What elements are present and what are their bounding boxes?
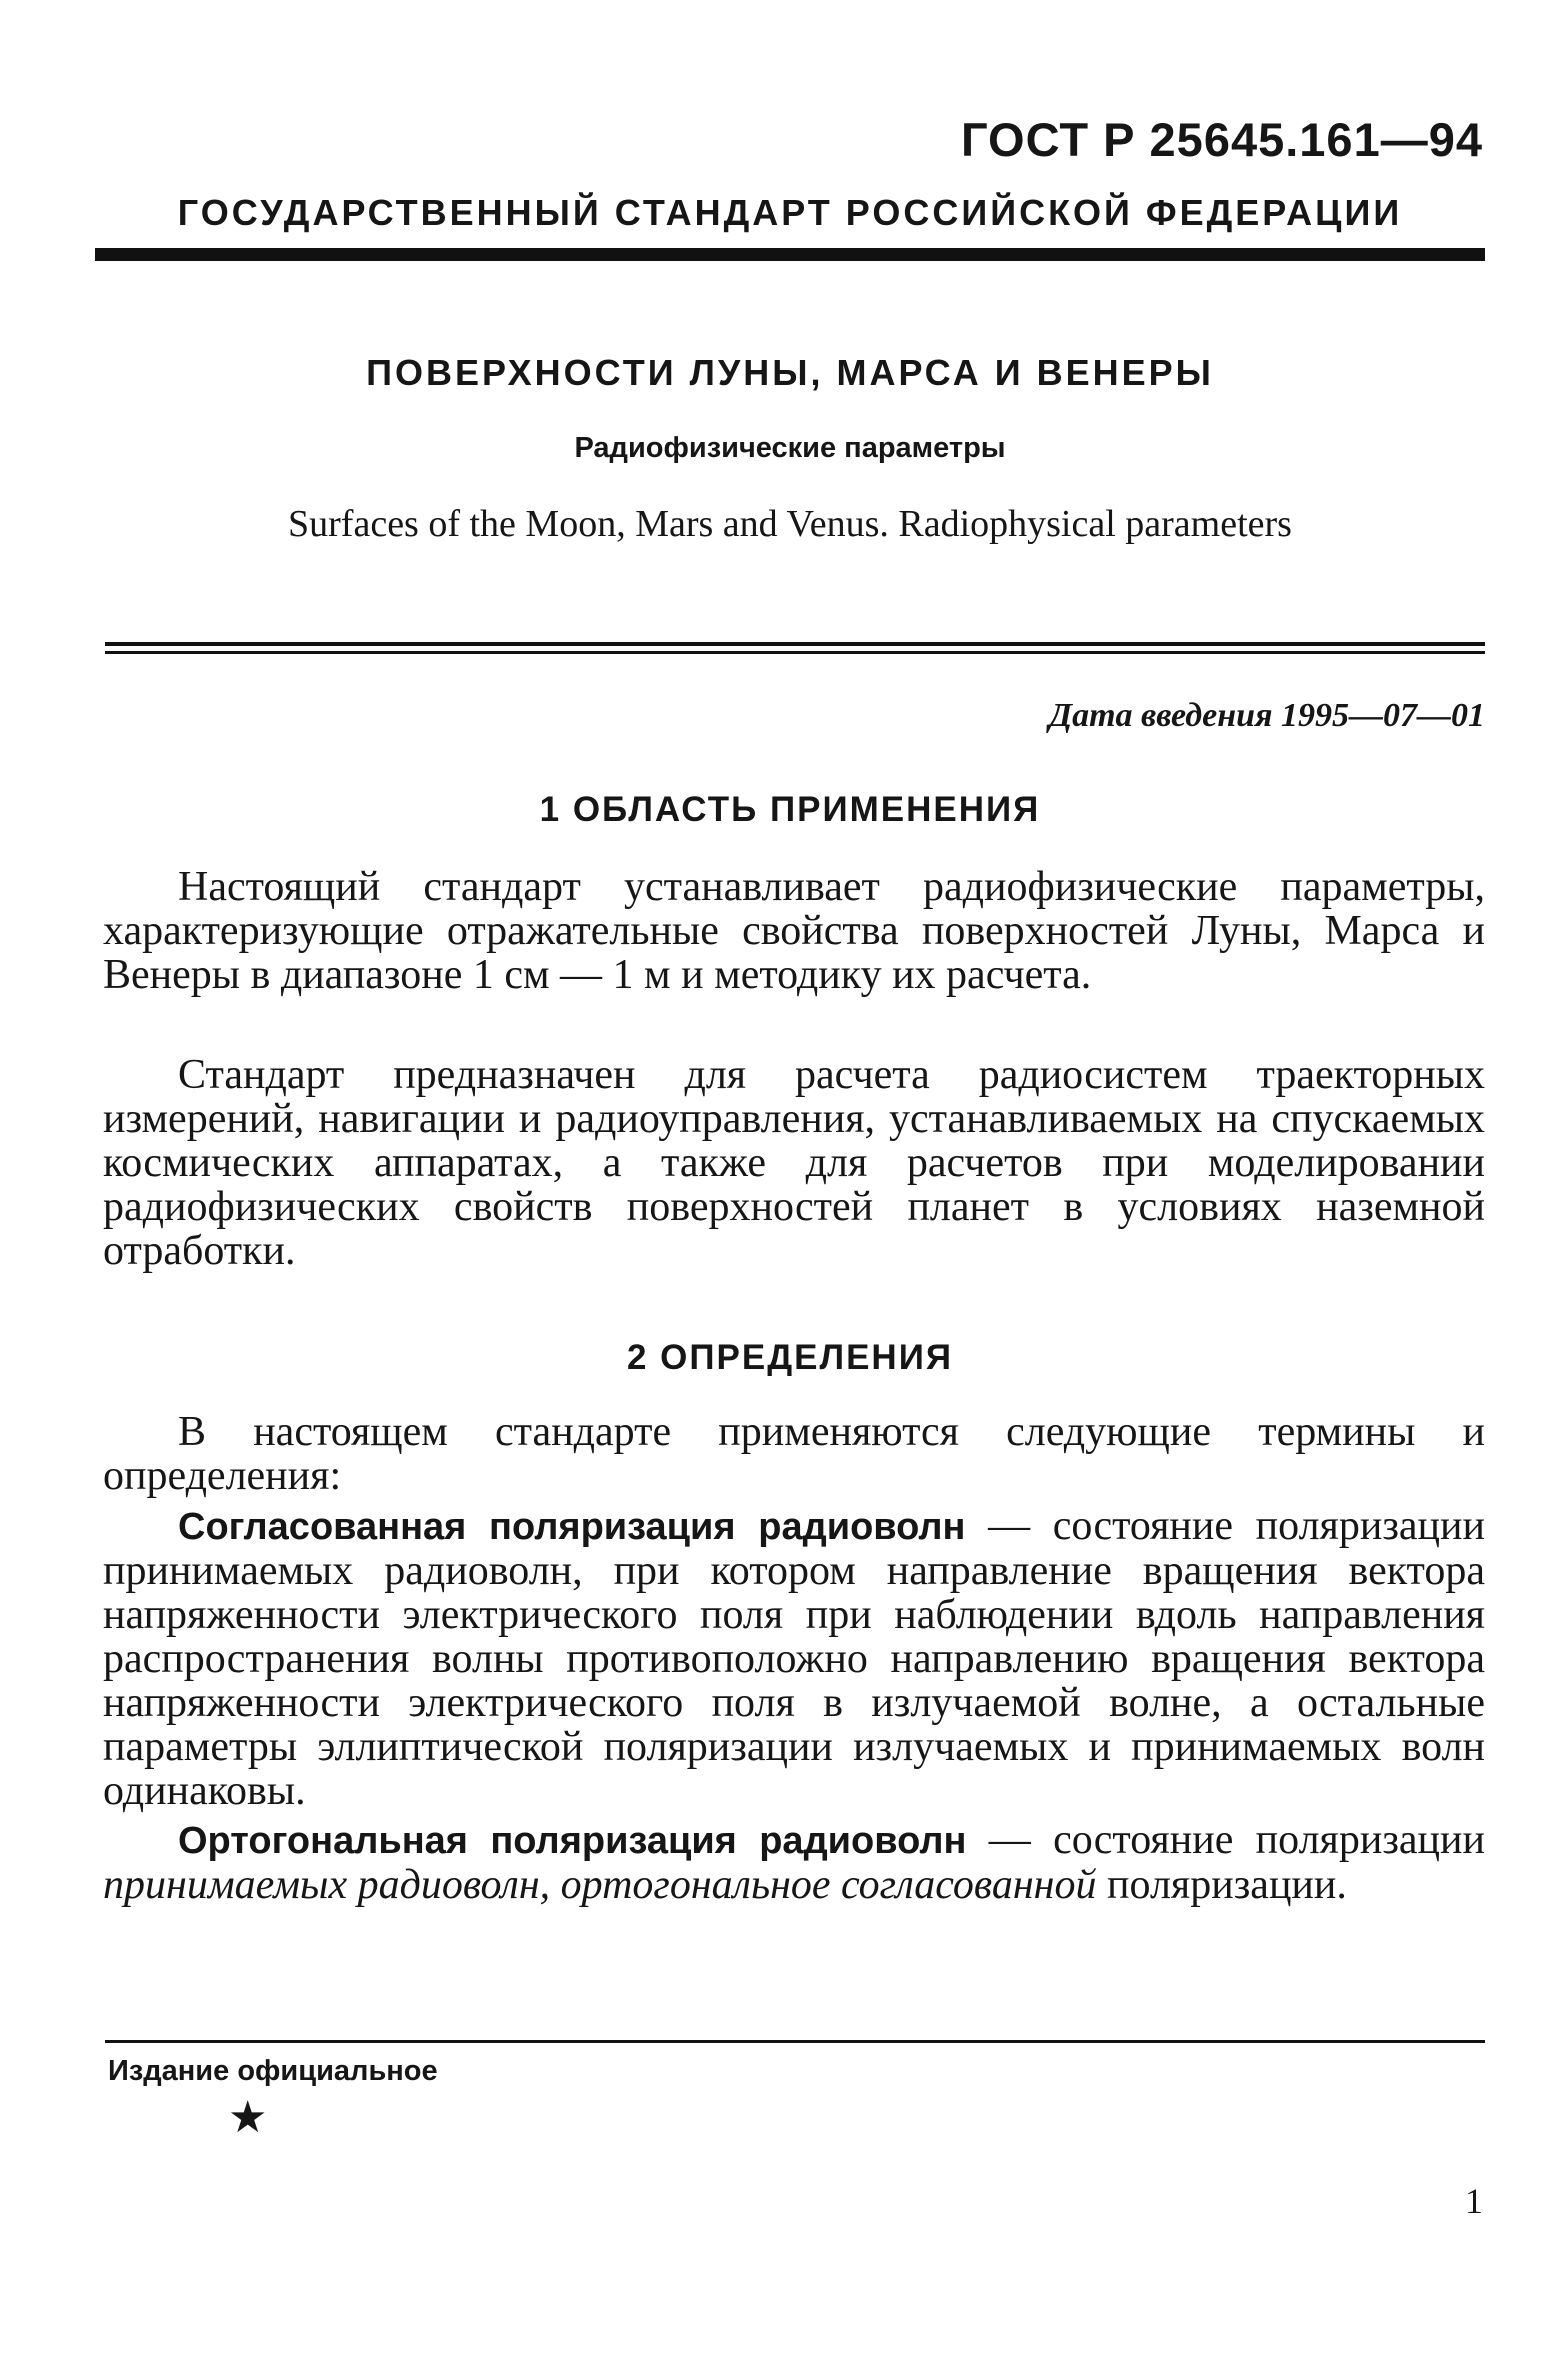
term-1-definition (103, 1504, 1485, 1813)
section-2-intro: В настоящем стандарте применяются следующие термины и определения: (103, 1409, 1485, 1499)
english-title: Surfaces of the Moon, Mars and Venus. Radiophysical parameters (288, 503, 1292, 545)
introduction-date: Дата введения 1995—07—01 (1048, 697, 1485, 734)
document-subtitle: Радиофизические параметры (574, 432, 1006, 464)
term-2-definition (103, 1818, 1485, 1907)
standard-type-header: ГОСУДАРСТВЕННЫЙ СТАНДАРТ РОССИЙСКОЙ ФЕДЕРАЦИИ (177, 192, 1403, 233)
section-2-heading: 2 ОПРЕДЕЛЕНИЯ (626, 1338, 954, 1377)
section-1-paragraph-1: Настоящий стандарт устанавливает радиофизические параметры, характеризующие отражательные свойства поверхностей Луны, Марса и Венеры в диапазоне 1 см — 1 м и методику их расчета. (103, 864, 1485, 998)
term-2-text-end: поляризации. (1096, 1862, 1347, 1908)
standard-number: ГОСТ Р 25645.161—94 (961, 113, 1483, 166)
term-1-text: — состояние поляризации принимаемых радиоволн, при котором направление вращения вектора напряженности электрического поля при наблюдении вдоль направления распространения волны противоположно направлению вращения вектора напряженности электрического поля в излучаемой волне, а остальные параметры эллиптической поляризации излучаемых и принимаемых волн одинаковы. (103, 1503, 1485, 1814)
star-icon: ★ (228, 2093, 268, 2142)
title-rule-secondary (105, 651, 1485, 654)
title-rule (105, 642, 1485, 646)
term-2-italic-text: принимаемых радиоволн, ортогональное согласованной (103, 1862, 1097, 1908)
term-2-text: — состояние поляризации (966, 1817, 1485, 1863)
header-rule (95, 248, 1485, 261)
edition-label: Издание официальное (108, 2055, 438, 2087)
section-1-heading: 1 ОБЛАСТЬ ПРИМЕНЕНИЯ (539, 790, 1041, 829)
term-1-name: Согласованная поляризация радиоволн (178, 1506, 966, 1548)
term-2-name: Ортогональная поляризация радиоволн (178, 1820, 967, 1862)
document-title: ПОВЕРХНОСТИ ЛУНЫ, МАРСА И ВЕНЕРЫ (366, 352, 1214, 393)
page-number: 1 (1465, 2181, 1483, 2221)
section-1-paragraph-2: Стандарт предназначен для расчета радиосистем траекторных измерений, навигации и радиоуправления, устанавливаемых на спускаемых космических аппаратах, а также для расчетов при моделировании радиофизических свойств поверхностей планет в условиях наземной отработки. (103, 1052, 1485, 1274)
footer-rule (105, 2040, 1485, 2043)
